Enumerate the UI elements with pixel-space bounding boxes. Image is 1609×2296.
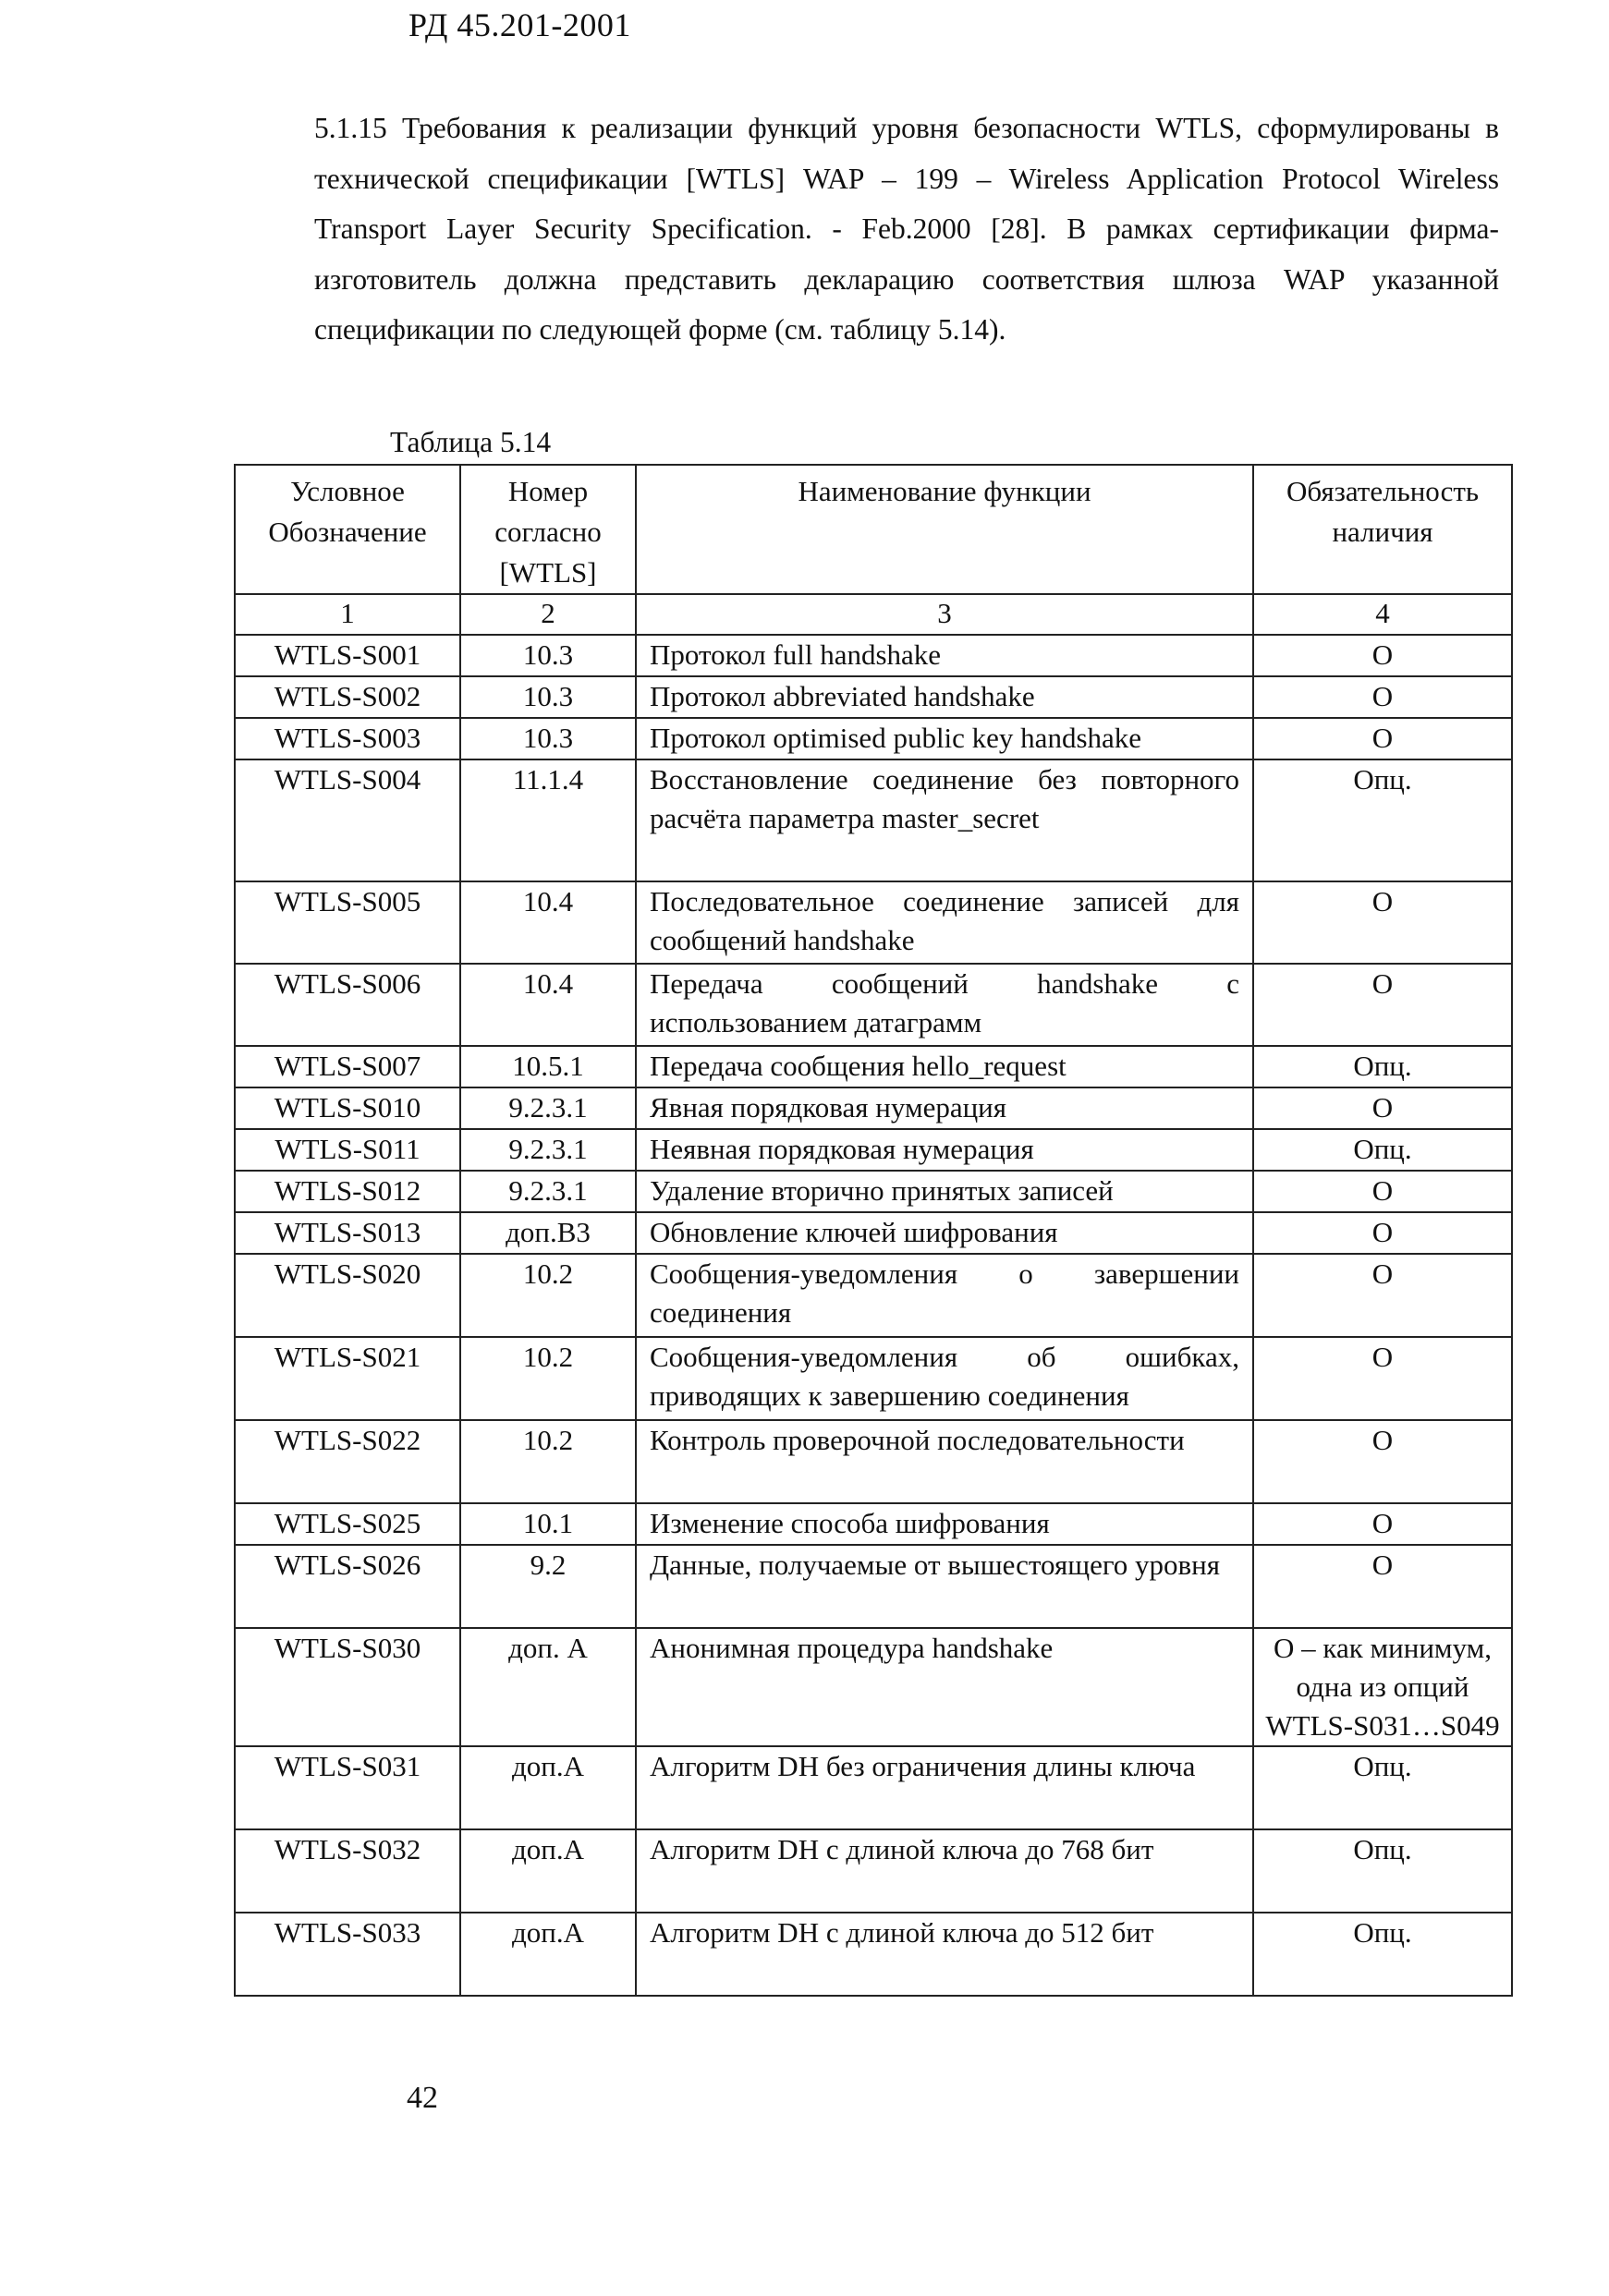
row-number: 10.5.1 (460, 1046, 636, 1087)
table-row (235, 1046, 1512, 1087)
table-row (235, 1420, 1512, 1503)
row-function-name: Обновление ключей шифрования (636, 1212, 1253, 1254)
row-mandatory: О (1253, 964, 1512, 1046)
table-row (235, 718, 1512, 759)
row-function-name: Протокол abbreviated handshake (636, 676, 1253, 718)
row-mandatory: О (1253, 1545, 1512, 1628)
row-function-name: Последовательное соединение записей для сообщений handshake (636, 881, 1253, 964)
column-number: 3 (636, 594, 1253, 635)
row-number: доп.А (460, 1829, 636, 1913)
row-designation: WTLS-S025 (235, 1503, 460, 1545)
row-designation: WTLS-S031 (235, 1746, 460, 1829)
row-number: 11.1.4 (460, 759, 636, 881)
table-row (235, 881, 1512, 964)
row-designation: WTLS-S002 (235, 676, 460, 718)
table-row (235, 1913, 1512, 1996)
row-designation: WTLS-S001 (235, 635, 460, 676)
row-mandatory: Опц. (1253, 1046, 1512, 1087)
row-mandatory: О (1253, 635, 1512, 676)
row-number: 10.1 (460, 1503, 636, 1545)
row-designation: WTLS-S026 (235, 1545, 460, 1628)
row-designation: WTLS-S006 (235, 964, 460, 1046)
row-function-name: Протокол optimised public key handshake (636, 718, 1253, 759)
row-number: 10.3 (460, 718, 636, 759)
row-number: 10.2 (460, 1420, 636, 1503)
row-designation: WTLS-S021 (235, 1337, 460, 1420)
table-row (235, 964, 1512, 1046)
row-mandatory: Опц. (1253, 1913, 1512, 1996)
row-function-name: Анонимная процедура handshake (636, 1628, 1253, 1746)
row-number: 10.2 (460, 1337, 636, 1420)
row-designation: WTLS-S004 (235, 759, 460, 881)
row-function-name: Алгоритм DH с длиной ключа до 768 бит (636, 1829, 1253, 1913)
table-row (235, 1337, 1512, 1420)
header-mandatory: Обязательность наличия (1253, 465, 1512, 594)
column-number: 1 (235, 594, 460, 635)
table-row (235, 1746, 1512, 1829)
table-row (235, 1129, 1512, 1171)
table-row (235, 1212, 1512, 1254)
row-mandatory: О (1253, 676, 1512, 718)
row-mandatory: О (1253, 881, 1512, 964)
row-designation: WTLS-S022 (235, 1420, 460, 1503)
row-function-name: Восстановление соединение без повторного расчёта параметра master_secret (636, 759, 1253, 881)
row-number: доп. А (460, 1628, 636, 1746)
table-row (235, 1829, 1512, 1913)
table-row (235, 1628, 1512, 1746)
row-designation: WTLS-S033 (235, 1913, 460, 1996)
row-number: 10.2 (460, 1254, 636, 1337)
row-function-name: Алгоритм DH с длиной ключа до 512 бит (636, 1913, 1253, 1996)
document-code: РД 45.201-2001 (408, 6, 631, 43)
table-caption: Таблица 5.14 (390, 426, 552, 458)
row-designation: WTLS-S012 (235, 1171, 460, 1212)
column-number-row (235, 594, 1512, 635)
table-row (235, 1171, 1512, 1212)
row-function-name: Передача сообщений handshake с использованием датаграмм (636, 964, 1253, 1046)
header-number: Номер согласно [WTLS] (460, 465, 636, 594)
row-function-name: Контроль проверочной последовательности (636, 1420, 1253, 1503)
table-row (235, 1545, 1512, 1628)
table-row (235, 1087, 1512, 1129)
row-function-name: Явная порядковая нумерация (636, 1087, 1253, 1129)
row-function-name: Неявная порядковая нумерация (636, 1129, 1253, 1171)
row-designation: WTLS-S013 (235, 1212, 460, 1254)
row-mandatory: О (1253, 718, 1512, 759)
row-number: доп.В3 (460, 1212, 636, 1254)
row-function-name: Удаление вторично принятых записей (636, 1171, 1253, 1212)
row-mandatory: О (1253, 1420, 1512, 1503)
table-row (235, 635, 1512, 676)
requirements-table (234, 464, 1513, 1997)
row-number: 10.3 (460, 676, 636, 718)
row-mandatory: Опц. (1253, 1746, 1512, 1829)
row-number: доп.А (460, 1913, 636, 1996)
row-number: 10.4 (460, 881, 636, 964)
row-number: 9.2.3.1 (460, 1129, 636, 1171)
row-number: 9.2.3.1 (460, 1087, 636, 1129)
row-mandatory: О – как минимум, одна из опций WTLS-S031…S049 (1253, 1628, 1512, 1746)
row-designation: WTLS-S007 (235, 1046, 460, 1087)
row-mandatory: Опц. (1253, 1829, 1512, 1913)
row-mandatory: О (1253, 1503, 1512, 1545)
row-mandatory: Опц. (1253, 1129, 1512, 1171)
table-header-row (235, 465, 1512, 594)
row-designation: WTLS-S030 (235, 1628, 460, 1746)
row-function-name: Алгоритм DH без ограничения длины ключа (636, 1746, 1253, 1829)
row-function-name: Сообщения-уведомления о завершении соединения (636, 1254, 1253, 1337)
row-function-name: Изменение способа шифрования (636, 1503, 1253, 1545)
row-designation: WTLS-S011 (235, 1129, 460, 1171)
row-mandatory: О (1253, 1254, 1512, 1337)
row-mandatory: О (1253, 1087, 1512, 1129)
row-mandatory: Опц. (1253, 759, 1512, 881)
row-mandatory: О (1253, 1212, 1512, 1254)
row-designation: WTLS-S010 (235, 1087, 460, 1129)
header-function-name: Наименование функции (636, 465, 1253, 594)
table-row (235, 676, 1512, 718)
page-number: 42 (407, 2081, 438, 2115)
row-number: доп.А (460, 1746, 636, 1829)
row-designation: WTLS-S003 (235, 718, 460, 759)
row-number: 9.2.3.1 (460, 1171, 636, 1212)
section-paragraph: 5.1.15 Требования к реализации функций уровня безопасности WTLS, сформулированы в технической спецификации [WTLS] WAP – 199 – Wireless Application Protocol Wireless Transport Layer Security Specification. - Feb.2000 [28]. В рамках сертификации фирма-изготовитель должна представить декларацию соответствия шлюза WAP указанной спецификации по следующей форме (см. таблицу 5.14). (314, 112, 1499, 346)
row-function-name: Данные, получаемые от вышестоящего уровня (636, 1545, 1253, 1628)
row-function-name: Передача сообщения hello_request (636, 1046, 1253, 1087)
row-designation: WTLS-S032 (235, 1829, 460, 1913)
row-mandatory: О (1253, 1337, 1512, 1420)
table-row (235, 1254, 1512, 1337)
column-number: 4 (1253, 594, 1512, 635)
header-designation: Условное Обозначение (235, 465, 460, 594)
row-function-name: Сообщения-уведомления об ошибках, приводящих к завершению соединения (636, 1337, 1253, 1420)
row-function-name: Протокол full handshake (636, 635, 1253, 676)
table-row (235, 759, 1512, 881)
row-mandatory: О (1253, 1171, 1512, 1212)
row-number: 10.4 (460, 964, 636, 1046)
row-number: 10.3 (460, 635, 636, 676)
row-designation: WTLS-S020 (235, 1254, 460, 1337)
column-number: 2 (460, 594, 636, 635)
row-number: 9.2 (460, 1545, 636, 1628)
row-designation: WTLS-S005 (235, 881, 460, 964)
table-row (235, 1503, 1512, 1545)
